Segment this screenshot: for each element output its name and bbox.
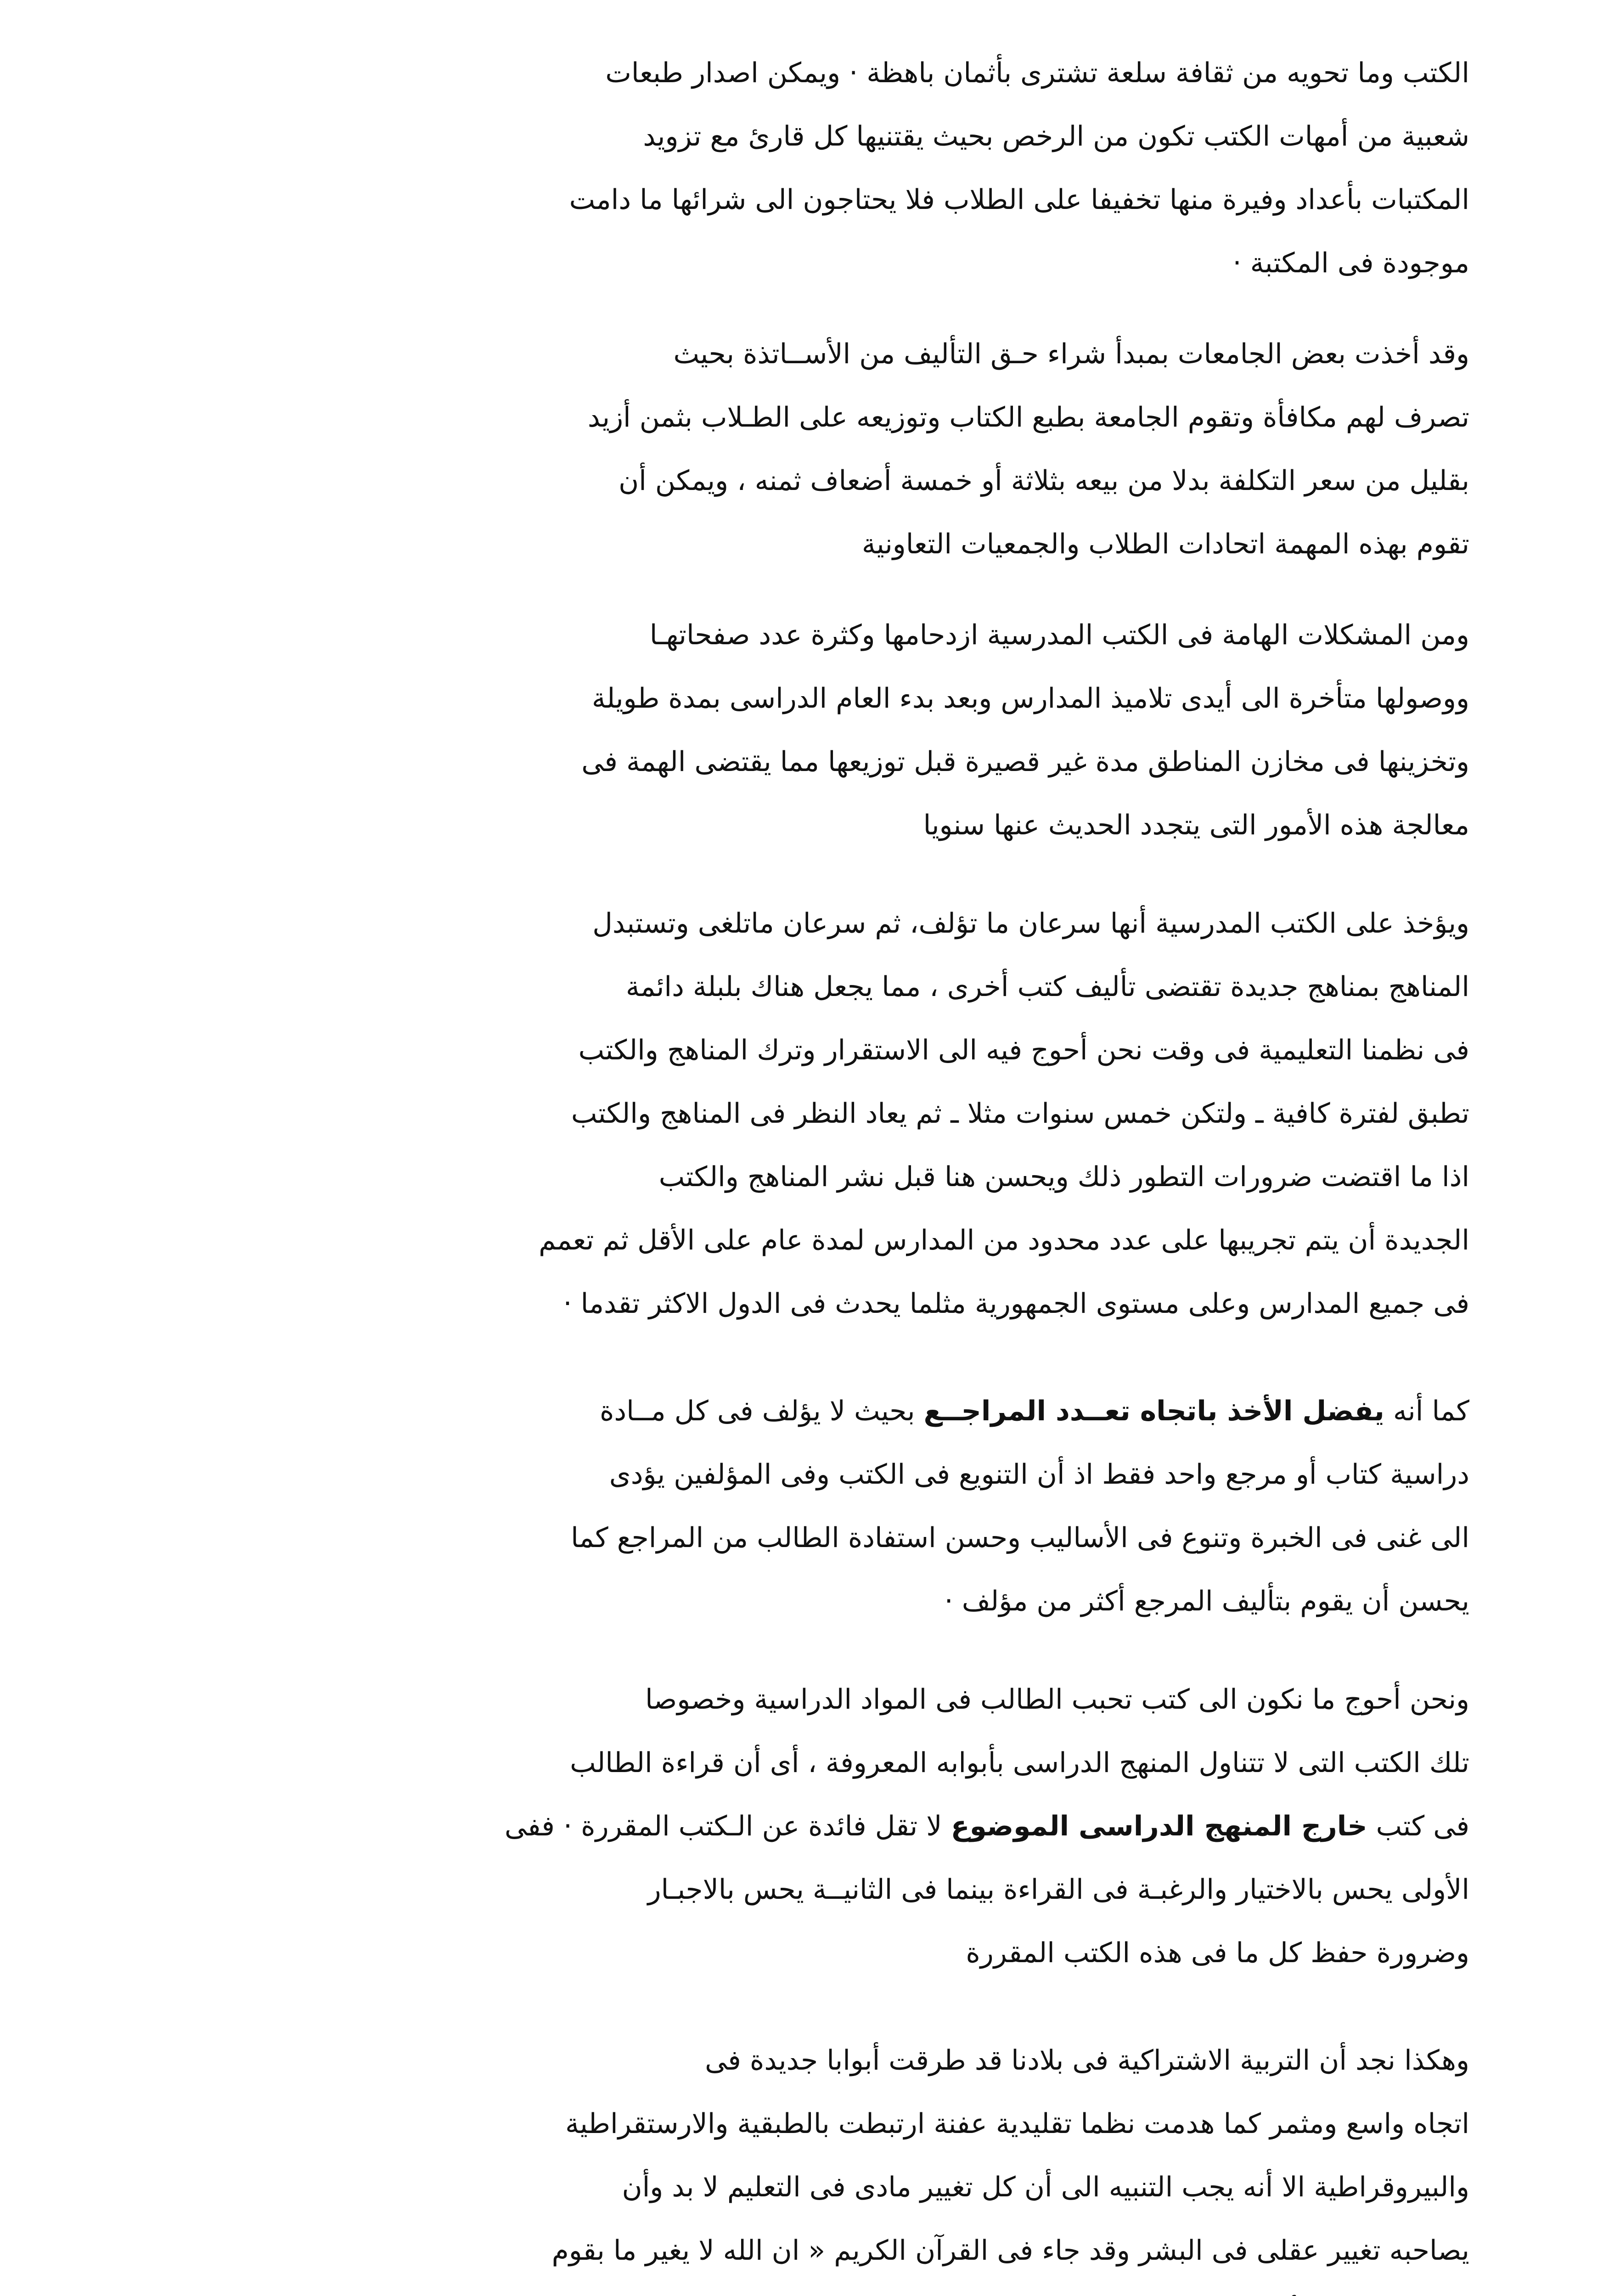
text-line: وتخزينها فى مخازن المناطق مدة غير قصيرة قبل توزيعها مما يقتضى الهمة فى bbox=[581, 746, 1469, 778]
text-line: وهكذا نجد أن التربية الاشتراكية فى بلادنا قد طرقت أبوابا جديدة فى bbox=[705, 2044, 1469, 2077]
text-line: اتجاه واسع ومثمر كما هدمت نظما تقليدية عفنة ارتبطت بالطبقية والارستقراطية bbox=[565, 2108, 1469, 2140]
text-line: ويؤخذ على الكتب المدرسية أنها سرعان ما تؤلف، ثم سرعان ماتلغى وتستبدل bbox=[592, 907, 1469, 940]
paragraph-1 bbox=[119, 41, 1469, 295]
text-line: والبيروقراطية الا أنه يجب التنبيه الى أن كل تغيير مادى فى التعليم لا بد وأن bbox=[622, 2171, 1469, 2203]
text-segment: لا تقل فائدة عن الـكتب المقررة · ففى bbox=[504, 1810, 951, 1842]
text-line: المناهج بمناهج جديدة تقتضى تأليف كتب أخرى ، مما يجعل هناك بلبلة دائمة bbox=[625, 971, 1469, 1003]
text-line: اذا ما اقتضت ضرورات التطور ذلك ويحسن هنا قبل نشر المناهج والكتب bbox=[658, 1161, 1469, 1193]
text-line: وضرورة حفظ كل ما فى هذه الكتب المقررة bbox=[966, 1937, 1469, 1969]
text-line bbox=[119, 1379, 1469, 1443]
text-line: تقوم بهذه المهمة اتحادات الطلاب والجمعيات التعاونية bbox=[861, 528, 1469, 560]
text-line bbox=[119, 2282, 1469, 2296]
document-page bbox=[119, 41, 1469, 2296]
text-line: شعبية من أمهات الكتب تكون من الرخص بحيث يقتنيها كل قارئ مع تزويد bbox=[643, 120, 1469, 152]
paragraph-2 bbox=[119, 322, 1469, 576]
text-line: المكتبات بأعداد وفيرة منها تخفيفا على الطلاب فلا يحتاجون الى شرائها ما دامت bbox=[569, 184, 1469, 216]
text-line: تلك الكتب التى لا تتناول المنهج الدراسى بأبوابه المعروفة ، أى أن قراءة الطالب bbox=[570, 1747, 1469, 1779]
text-line: معالجة هذه الأمور التى يتجدد الحديث عنها سنويا bbox=[923, 809, 1469, 841]
paragraph-4 bbox=[119, 892, 1469, 1335]
paragraph-gap bbox=[119, 295, 1469, 322]
text-line: فى نظمنا التعليمية فى وقت نحن أحوج فيه الى الاستقرار وترك المناهج والكتب bbox=[578, 1034, 1469, 1066]
text-line: موجودة فى المكتبة · bbox=[1232, 247, 1469, 279]
text-line: الأولى يحس بالاختيار والرغبـة فى القراءة بينما فى الثانيــة يحس بالاجبـار bbox=[647, 1874, 1469, 1906]
text-line: يصاحبه تغيير عقلى فى البشر وقد جاء فى القرآن الكريم « ان الله لا يغير ما بقوم bbox=[551, 2234, 1469, 2267]
bold-phrase: خارج المنهج الدراسى الموضوع bbox=[951, 1810, 1367, 1842]
text-line: فى جميع المدارس وعلى مستوى الجمهورية مثلما يحدث فى الدول الاكثر تقدما · bbox=[563, 1288, 1469, 1320]
text-segment: بحيث لا يؤلف فى كل مــادة bbox=[599, 1395, 924, 1427]
paragraph-gap bbox=[119, 1335, 1469, 1379]
text-line: ونحن أحوج ما نكون الى كتب تحبب الطالب فى المواد الدراسية وخصوصا bbox=[645, 1683, 1469, 1716]
text-line: الجديدة أن يتم تجريبها على عدد محدود من المدارس لمدة عام على الأقل ثم تعمم bbox=[539, 1224, 1469, 1256]
text-line: الى غنى فى الخبرة وتنوع فى الأساليب وحسن استفادة الطالب من المراجع كما bbox=[571, 1522, 1469, 1554]
paragraph-gap bbox=[119, 1985, 1469, 2029]
text-line: تطبق لفترة كافية ـ ولتكن خمس سنوات مثلا ـ ثم يعاد النظر فى المناهج والكتب bbox=[571, 1097, 1469, 1130]
paragraph-3 bbox=[119, 603, 1469, 857]
paragraph-gap bbox=[119, 1633, 1469, 1668]
text-line: الكتب وما تحويه من ثقافة سلعة تشترى بأثمان باهظة · ويمكن اصدار طبعات bbox=[605, 57, 1469, 89]
text-line: دراسية كتاب أو مرجع واحد فقط اذ أن التنويع فى الكتب وفى المؤلفين يؤدى bbox=[609, 1458, 1469, 1491]
paragraph-5 bbox=[119, 1379, 1469, 1633]
paragraph-gap bbox=[119, 576, 1469, 603]
paragraph-7 bbox=[119, 2029, 1469, 2296]
paragraph-gap bbox=[119, 857, 1469, 892]
text-segment: كما أنه bbox=[1384, 1395, 1469, 1427]
text-line: وقد أخذت بعض الجامعات بمبدأ شراء حـق التأليف من الأســاتذة بحيث bbox=[673, 338, 1469, 370]
paragraph-6 bbox=[119, 1668, 1469, 1985]
text-line: بقليل من سعر التكلفة بدلا من بيعه بثلاثة أو خمسة أضعاف ثمنه ، ويمكن أن bbox=[619, 465, 1469, 497]
text-line: تصرف لهم مكافأة وتقوم الجامعة بطبع الكتاب وتوزيعه على الطـلاب بثمن أزيد bbox=[587, 401, 1469, 433]
text-segment: فى كتب bbox=[1367, 1810, 1469, 1842]
text-line: ووصولها متأخرة الى أيدى تلاميذ المدارس وبعد بدء العام الدراسى بمدة طويلة bbox=[591, 682, 1469, 715]
text-line: ومن المشكلات الهامة فى الكتب المدرسية ازدحامها وكثرة عدد صفحاتهـا bbox=[649, 619, 1469, 651]
text-line: يحسن أن يقوم بتأليف المرجع أكثر من مؤلف · bbox=[944, 1585, 1469, 1617]
text-line bbox=[119, 1795, 1469, 1858]
bold-phrase: يفضل الأخذ باتجاه تعــدد المراجــع bbox=[923, 1395, 1384, 1427]
